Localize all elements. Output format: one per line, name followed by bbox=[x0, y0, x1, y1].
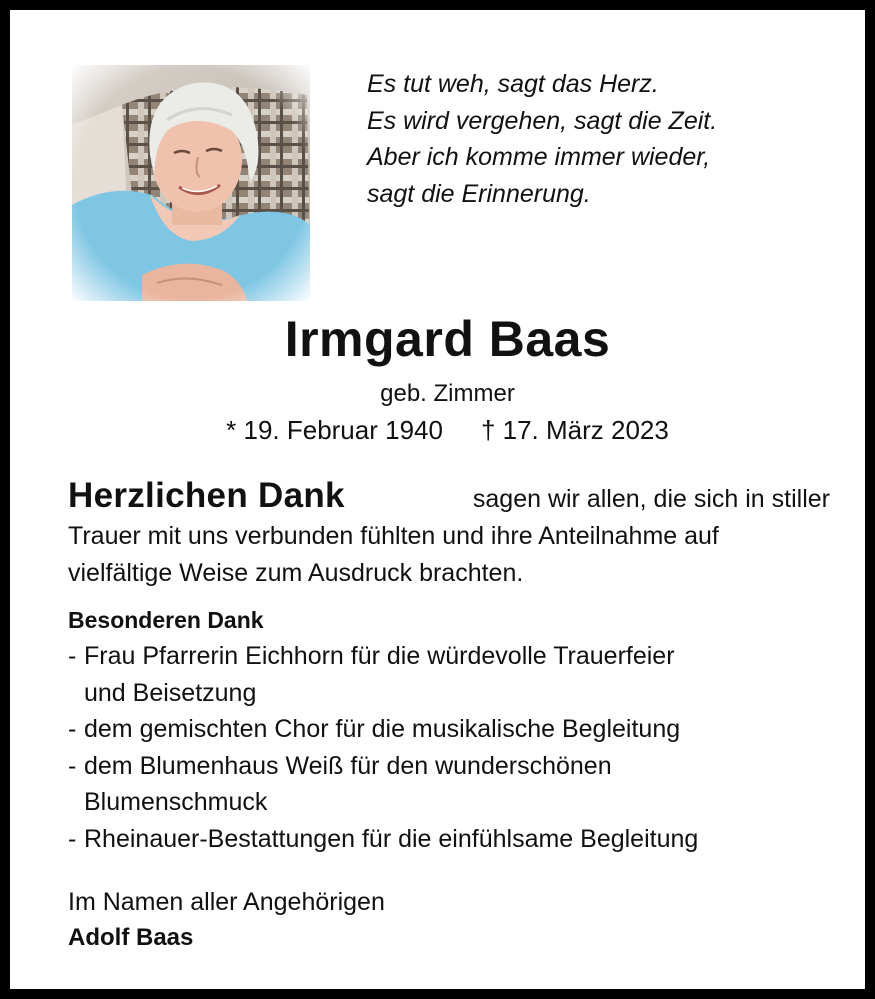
poem-line: Es wird vergehen, sagt die Zeit. bbox=[367, 106, 718, 135]
list-item-text: Rheinauer-Bestattungen für die einfühlsame Begleitung bbox=[84, 824, 699, 853]
thanks-headline: Herzlichen Dank bbox=[68, 476, 345, 515]
special-thanks-heading: Besonderen Dank bbox=[68, 607, 264, 633]
thanks-line: sagen wir allen, die sich in stiller bbox=[472, 485, 830, 513]
portrait-photo bbox=[72, 65, 310, 301]
poem-line: Aber ich komme immer wieder, bbox=[367, 143, 711, 171]
poem-line: sagt die Erinnerung. bbox=[367, 179, 591, 208]
thanks-line: Trauer mit uns verbunden fühlten und ihre Anteilnahme auf bbox=[68, 522, 719, 550]
list-bullet: - bbox=[68, 715, 77, 743]
list-item bbox=[68, 821, 848, 858]
signoff-line: Im Namen aller Angehörigen bbox=[68, 888, 385, 916]
signoff bbox=[68, 884, 668, 956]
thanks-paragraph bbox=[68, 477, 830, 592]
life-dates bbox=[10, 413, 875, 447]
list-bullet: - bbox=[68, 642, 77, 670]
list-item bbox=[68, 748, 848, 821]
special-thanks bbox=[68, 602, 848, 857]
birth-name: geb. Zimmer bbox=[380, 380, 515, 407]
list-bullet: - bbox=[68, 824, 77, 853]
deceased-name: Irmgard Baas bbox=[284, 311, 611, 367]
thanks-line: vielfältige Weise zum Ausdruck brachten. bbox=[68, 559, 524, 587]
list-item-text: dem gemischten Chor für die musikalische Begleitung bbox=[84, 715, 681, 743]
list-item bbox=[68, 711, 848, 748]
list-item-text: und Beisetzung bbox=[84, 678, 257, 707]
list-item-text: Blumenschmuck bbox=[84, 788, 268, 816]
birth-date: * 19. Februar 1940 bbox=[226, 415, 443, 445]
list-bullet: - bbox=[68, 751, 77, 780]
list-item-text: Frau Pfarrerin Eichhorn für die würdevolle Trauerfeier bbox=[84, 642, 675, 670]
death-date: † 17. März 2023 bbox=[480, 415, 669, 445]
signer-name: Adolf Baas bbox=[68, 924, 194, 951]
poem-line: Es tut weh, sagt das Herz. bbox=[367, 70, 659, 98]
list-item bbox=[68, 638, 848, 711]
list-item-text: dem Blumenhaus Weiß für den wunderschönen bbox=[84, 751, 612, 780]
poem bbox=[367, 66, 837, 212]
